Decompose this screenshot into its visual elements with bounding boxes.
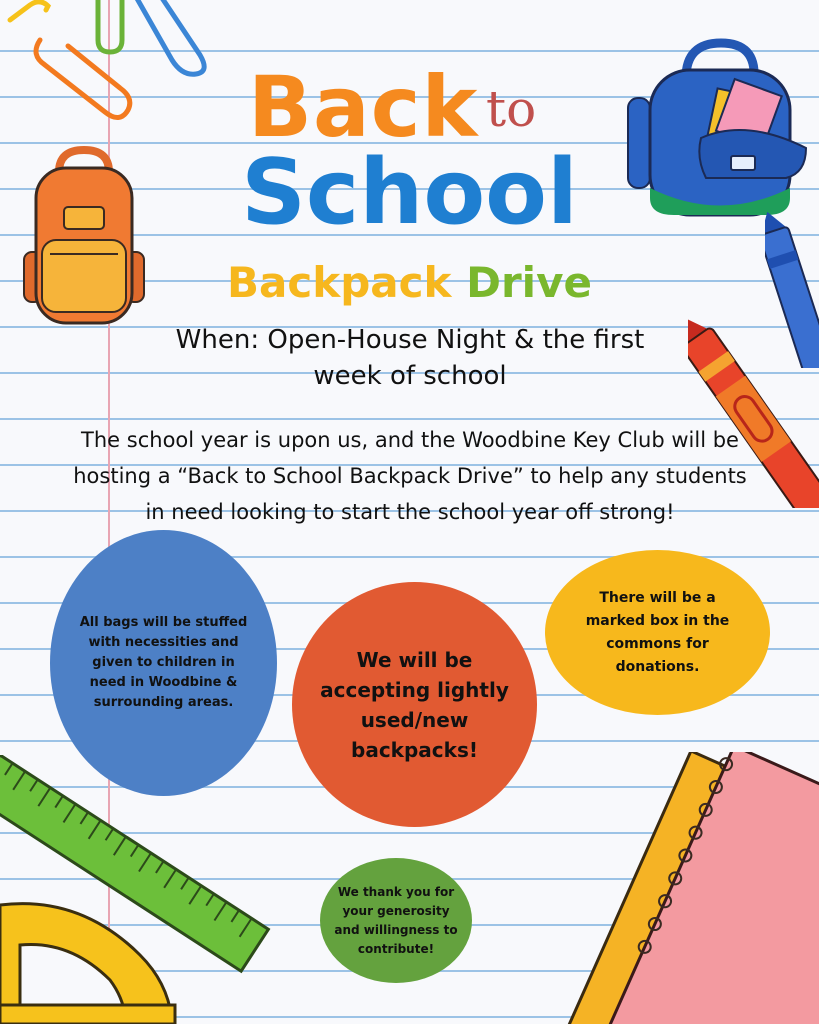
title-back: Back bbox=[248, 58, 479, 156]
notebook-icon bbox=[500, 752, 819, 1024]
paperclip-icon bbox=[0, 0, 240, 130]
bubble-green-thanks: We thank you for your generosity and willingness to contribute! bbox=[320, 858, 472, 983]
protractor-icon bbox=[0, 885, 180, 1024]
when-text: When: Open-House Night & the first week of school bbox=[175, 325, 645, 391]
description-text: The school year is upon us, and the Woodbine Key Club will be hosting a “Back to School Backpack Drive” to help any students in need looking to start the school year off strong! bbox=[73, 428, 747, 524]
bubble-yellow-info: There will be a marked box in the commons for donations. bbox=[545, 550, 770, 715]
subtitle-backpack-drive bbox=[0, 258, 819, 307]
subtitle-backpack: Backpack bbox=[227, 258, 452, 307]
subtitle-drive: Drive bbox=[466, 258, 592, 307]
title-school: School bbox=[241, 140, 578, 245]
bubble-blue-info: All bags will be stuffed with necessities and given to children in need in Woodbine & surrounding areas. bbox=[50, 530, 277, 796]
bubble-red-info: We will be accepting lightly used/new backpacks! bbox=[292, 582, 537, 827]
title-to: to bbox=[486, 80, 537, 138]
